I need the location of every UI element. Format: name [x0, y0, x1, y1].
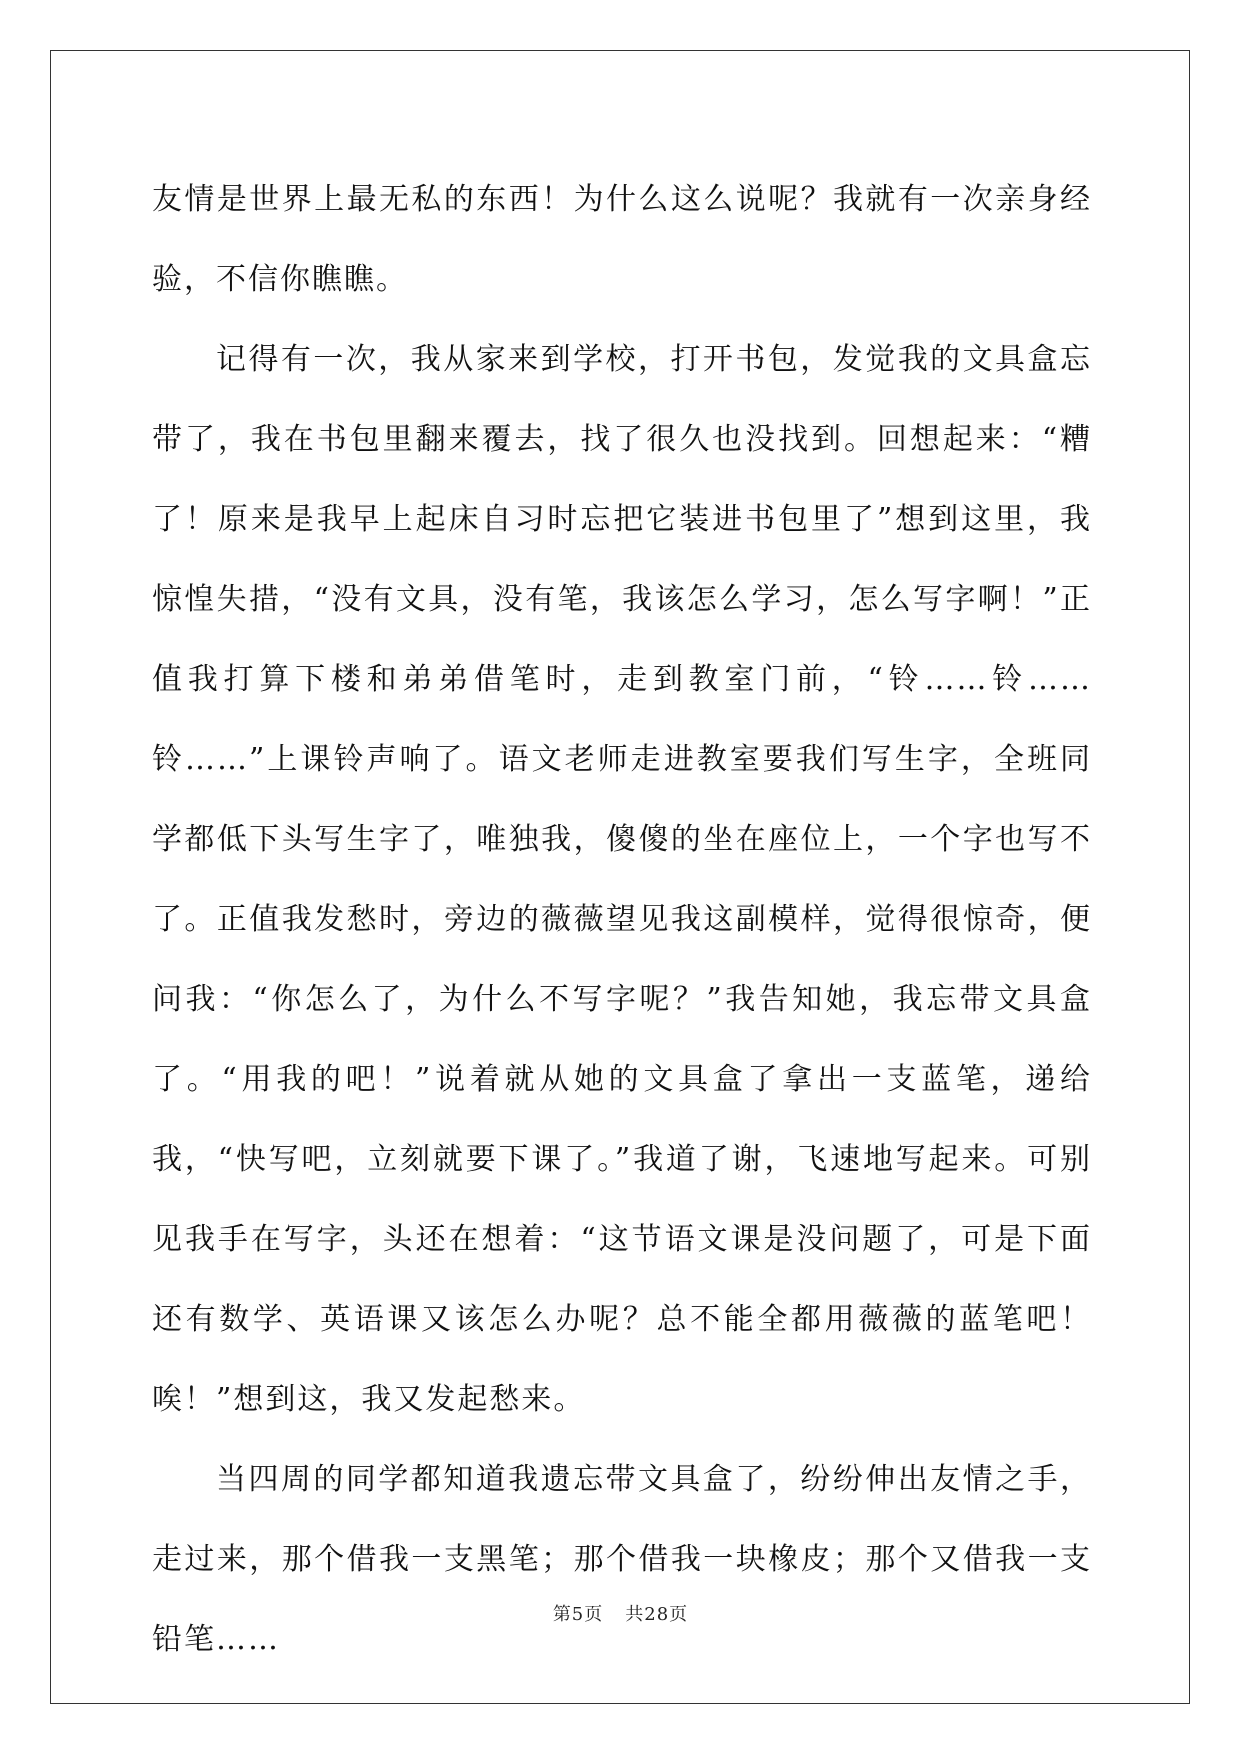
paragraph-story: 记得有一次，我从家来到学校，打开书包，发觉我的文具盒忘带了，我在书包里翻来覆去，找了很久也没找到。回想起来：“糟了！原来是我早上起床自习时忘把它装进书包里了”想到这里，我惊惶失措，“没有文具，没有笔，我该怎么学习，怎么写字啊！”正值我打算下楼和弟弟借笔时，走到教室门前，“铃……铃……铃……”上课铃声响了。语文老师走进教室要我们写生字，全班同学都低下头写生字了，唯独我，傻傻的坐在座位上，一个字也写不了。正值我发愁时，旁边的薇薇望见我这副模样，觉得很惊奇，便问我：“你怎么了，为什么不写字呢？”我告知她，我忘带文具盒了。“用我的吧！”说着就从她的文具盒了拿出一支蓝笔，递给我，“快写吧，立刻就要下课了。”我道了谢，飞速地写起来。可别见我手在写字，头还在想着：“这节语文课是没问题了，可是下面还有数学、英语课又该怎么办呢？总不能全都用薇薇的蓝笔吧！唉！”想到这，我又发起愁来。	[152, 342, 1092, 1417]
paragraph-friends: 当四周的同学都知道我遗忘带文具盒了，纷纷伸出友情之手，走过来，那个借我一支黑笔；那个借我一块橡皮；那个又借我一支铅笔……	[152, 1462, 1092, 1657]
document-body	[152, 160, 1092, 1680]
page-number-current: 第5页	[552, 1604, 604, 1625]
page-footer	[0, 1600, 1241, 1626]
paragraph-intro: 友情是世界上最无私的东西！为什么这么说呢？我就有一次亲身经验，不信你瞧瞧。	[152, 182, 1092, 297]
page-number-total: 共28页	[625, 1604, 689, 1625]
